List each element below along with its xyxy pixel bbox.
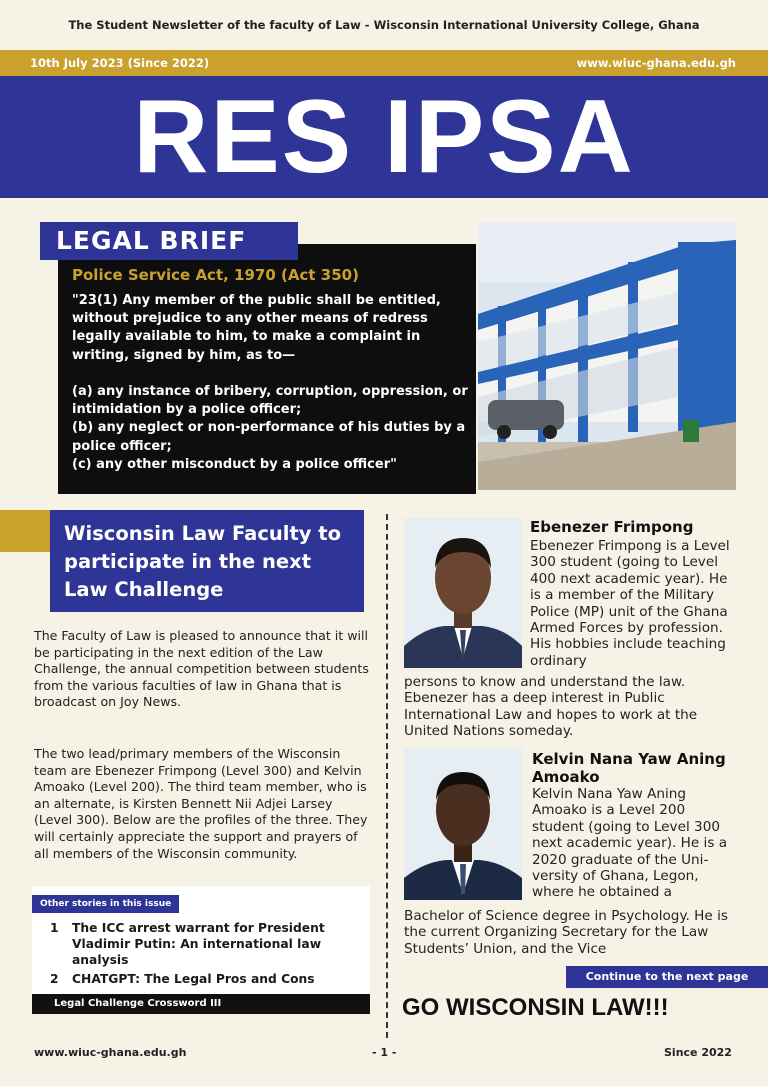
- kelvin-portrait: [404, 748, 522, 900]
- story-title: CHATGPT: The Legal Pros and Cons: [72, 972, 315, 986]
- building-photo: [478, 222, 736, 490]
- article-headline: Wisconsin Law Faculty to participate in the next Law Challenge: [50, 510, 364, 612]
- issue-date: 10th July 2023 (Since 2022): [30, 56, 210, 70]
- legal-brief-label: LEGAL BRIEF: [40, 222, 298, 260]
- legal-brief-text: "23(1) Any member of the public shall be entitled, without prejudice to any other means of redress legally available to him, to make a complaint in writing, signed by him, as to— (a) any instance of bribery, corruption, oppression, or intimidation by a police officer; (b) any neglect or non-performance of his duties by a police officer; (c) any other misconduct by a police officer": [72, 293, 468, 472]
- continue-next-page-link[interactable]: Continue to the next page: [566, 966, 768, 988]
- slogan: GO WISCONSIN LAW!!!: [402, 994, 669, 1021]
- profile-1-bio-full: persons to know and understand the law. Ebenezer has a deep interest in Public International Law and hopes to work at the United Nations someday.: [404, 674, 698, 740]
- page-number: - 1 -: [372, 1046, 397, 1059]
- article-paragraph-2: The two lead/primary members of the Wisconsin team are Ebenezer Frimpong (Level 300) and Kelvin Amoako (Level 200). The third team member, who is an alternate, is Kirsten Bennett Nii Adjei Larsey (Level 300). Below are the profiles of the three. They will certainly appreciate the support and prayers of all members of the Wisconsin community.: [34, 746, 368, 861]
- masthead-title: RES IPSA: [133, 79, 635, 195]
- footer-website-link[interactable]: www.wiuc-ghana.edu.gh: [34, 1046, 187, 1059]
- profile-1-name: Ebenezer Frimpong: [530, 518, 694, 536]
- legal-brief-act: Police Service Act, 1970 (Act 350): [72, 266, 359, 284]
- profile-2-name: Kelvin Nana Yaw Aning Amoako: [532, 750, 726, 786]
- profile-2-bio-full: Bachelor of Science degree in Psychology. He is the current Organizing Secretary for the Law Students’ Union, and the Vice: [404, 908, 728, 957]
- newsletter-tagline: The Student Newsletter of the faculty of Law - Wisconsin International University College, Ghana: [68, 18, 700, 32]
- article-paragraph-1: The Faculty of Law is pleased to announce that it will be participating in the next edition of the Law Challenge, the annual competition between students from the various faculties of law in Ghana that is broadcast on Joy News.: [34, 628, 369, 710]
- crossword-link[interactable]: Legal Challenge Crossword III: [32, 994, 370, 1014]
- profile-1-bio-side: Ebenezer Frimpong is a Level 300 student (going to Level 400 next academic year). He is a member of the Military Police (MP) unit of the Ghana Armed Forces by profession. His hobbies include teaching ordinary: [530, 538, 730, 669]
- story-number: 2: [50, 972, 59, 986]
- ebenezer-portrait: [404, 518, 522, 668]
- story-number: 1: [50, 921, 59, 935]
- footer-since: Since 2022: [664, 1046, 732, 1059]
- profile-2-bio-side: Kelvin Nana Yaw Aning Amoako is a Level 200 student (going to Level 300 next academic year). He is a 2020 graduate of the Uni-versity of Ghana, Legon, where he obtained a: [532, 786, 728, 901]
- header-website-link[interactable]: www.wiuc-ghana.edu.gh: [576, 56, 736, 70]
- date-band: [0, 50, 768, 76]
- column-divider: [386, 514, 388, 1038]
- other-stories-label: Other stories in this issue: [32, 895, 179, 913]
- masthead: [0, 76, 768, 198]
- story-title: The ICC arrest warrant for President Vladimir Putin: An international law analysis: [72, 921, 325, 967]
